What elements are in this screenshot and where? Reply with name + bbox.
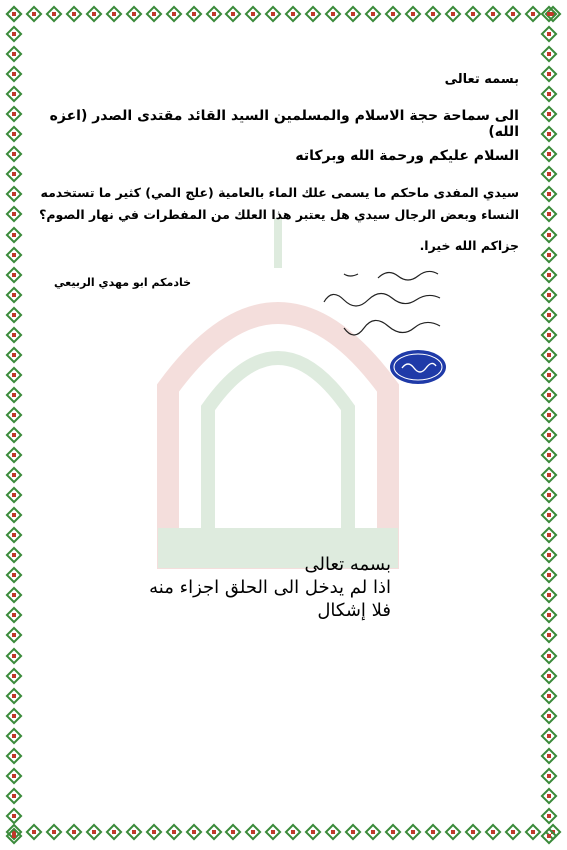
border-ornament bbox=[186, 6, 202, 22]
border-ornament bbox=[146, 6, 162, 22]
letter-page bbox=[28, 28, 539, 822]
answer-line-1: بسمه تعالى bbox=[304, 554, 391, 575]
border-ornament bbox=[541, 227, 557, 243]
border-ornament bbox=[465, 6, 481, 22]
border-ornament bbox=[541, 587, 557, 603]
border-ornament bbox=[6, 247, 22, 263]
border-ornament bbox=[26, 824, 42, 840]
border-ornament bbox=[541, 186, 557, 202]
border-ornament bbox=[186, 824, 202, 840]
border-ornament bbox=[525, 824, 541, 840]
blue-seal-stamp bbox=[388, 348, 448, 386]
border-ornament bbox=[106, 6, 122, 22]
border-ornament bbox=[6, 567, 22, 583]
border-ornament bbox=[6, 768, 22, 784]
border-ornament bbox=[541, 126, 557, 142]
border-ornament bbox=[345, 6, 361, 22]
border-ornament bbox=[541, 387, 557, 403]
border-ornament bbox=[26, 6, 42, 22]
border-ornament bbox=[6, 367, 22, 383]
border-ornament bbox=[66, 6, 82, 22]
letter-question bbox=[39, 182, 519, 226]
border-ornament bbox=[86, 824, 102, 840]
border-ornament bbox=[6, 347, 22, 363]
ornament-border-bottom bbox=[6, 824, 561, 844]
border-ornament bbox=[6, 527, 22, 543]
border-ornament bbox=[285, 824, 301, 840]
border-ornament bbox=[541, 427, 557, 443]
border-ornament bbox=[225, 6, 241, 22]
border-ornament bbox=[345, 824, 361, 840]
border-ornament bbox=[126, 6, 142, 22]
border-ornament bbox=[445, 824, 461, 840]
border-ornament bbox=[6, 126, 22, 142]
mosque-watermark-logo bbox=[128, 198, 428, 598]
border-ornament bbox=[541, 708, 557, 724]
border-ornament bbox=[265, 6, 281, 22]
border-ornament bbox=[86, 6, 102, 22]
answer-line-3: فلا إشكال bbox=[317, 600, 391, 621]
border-ornament bbox=[541, 768, 557, 784]
border-ornament bbox=[445, 6, 461, 22]
border-ornament bbox=[6, 648, 22, 664]
border-ornament bbox=[541, 86, 557, 102]
border-ornament bbox=[541, 527, 557, 543]
border-ornament bbox=[6, 327, 22, 343]
ornament-border-top bbox=[6, 6, 561, 26]
border-ornament bbox=[6, 287, 22, 303]
letter-basmala: بسمه تعالى bbox=[444, 72, 519, 87]
border-ornament bbox=[106, 824, 122, 840]
answer-line-2: اذا لم يدخل الى الحلق اجزاء منه bbox=[149, 577, 391, 598]
border-ornament bbox=[285, 6, 301, 22]
border-ornament bbox=[6, 587, 22, 603]
border-ornament bbox=[225, 824, 241, 840]
border-ornament bbox=[6, 748, 22, 764]
border-ornament bbox=[325, 824, 341, 840]
border-ornament bbox=[6, 427, 22, 443]
border-ornament bbox=[6, 607, 22, 623]
border-ornament bbox=[541, 728, 557, 744]
border-ornament bbox=[541, 648, 557, 664]
border-ornament bbox=[265, 824, 281, 840]
border-ornament bbox=[166, 824, 182, 840]
border-ornament bbox=[465, 824, 481, 840]
border-ornament bbox=[6, 668, 22, 684]
border-ornament bbox=[405, 824, 421, 840]
border-ornament bbox=[385, 824, 401, 840]
border-ornament bbox=[541, 627, 557, 643]
border-ornament bbox=[6, 547, 22, 563]
border-ornament bbox=[6, 146, 22, 162]
border-ornament bbox=[505, 6, 521, 22]
border-ornament bbox=[305, 6, 321, 22]
border-ornament bbox=[6, 688, 22, 704]
border-ornament bbox=[325, 6, 341, 22]
border-ornament bbox=[365, 6, 381, 22]
border-ornament bbox=[46, 824, 62, 840]
border-ornament bbox=[6, 186, 22, 202]
letter-signature: خادمكم ابو مهدي الربيعي bbox=[54, 276, 192, 289]
border-ornament bbox=[6, 387, 22, 403]
border-ornament bbox=[541, 287, 557, 303]
border-ornament bbox=[385, 6, 401, 22]
border-ornament bbox=[541, 507, 557, 523]
border-ornament bbox=[541, 66, 557, 82]
border-ornament bbox=[166, 6, 182, 22]
border-ornament bbox=[541, 307, 557, 323]
letter-thanks: جزاكم الله خيرا. bbox=[419, 238, 519, 253]
border-ornament bbox=[6, 307, 22, 323]
border-ornament bbox=[541, 607, 557, 623]
border-ornament bbox=[6, 227, 22, 243]
border-ornament bbox=[541, 166, 557, 182]
letter-addressee: الى سماحة حجة الاسلام والمسلمين السيد القائد مقتدى الصدر (اعزه الله) bbox=[49, 108, 519, 140]
border-ornament bbox=[541, 407, 557, 423]
border-ornament bbox=[6, 708, 22, 724]
border-ornament bbox=[6, 206, 22, 222]
border-ornament bbox=[541, 828, 557, 844]
border-ornament bbox=[6, 267, 22, 283]
border-ornament bbox=[126, 824, 142, 840]
border-ornament bbox=[541, 146, 557, 162]
border-ornament bbox=[541, 267, 557, 283]
border-ornament bbox=[541, 447, 557, 463]
border-ornament bbox=[541, 547, 557, 563]
question-line-1: سيدي المفدى ماحكم ما يسمى علك الماء بالعامية (علج المي) كثير ما تستخدمه bbox=[40, 185, 519, 200]
border-ornament bbox=[541, 668, 557, 684]
border-ornament bbox=[6, 507, 22, 523]
border-ornament bbox=[6, 728, 22, 744]
question-line-2: النساء وبعض الرجال سيدي هل يعتبر هذا العلك من المفطرات في نهار الصوم؟ bbox=[39, 207, 519, 222]
border-ornament bbox=[6, 166, 22, 182]
border-ornament bbox=[206, 824, 222, 840]
border-ornament bbox=[505, 824, 521, 840]
border-ornament bbox=[405, 6, 421, 22]
border-ornament bbox=[541, 367, 557, 383]
border-ornament bbox=[541, 688, 557, 704]
border-ornament bbox=[485, 6, 501, 22]
border-ornament bbox=[6, 447, 22, 463]
border-ornament bbox=[425, 824, 441, 840]
border-ornament bbox=[541, 46, 557, 62]
typed-answer bbox=[149, 553, 391, 622]
ornament-border-right bbox=[541, 6, 561, 844]
border-ornament bbox=[525, 6, 541, 22]
border-ornament bbox=[541, 26, 557, 42]
border-ornament bbox=[541, 327, 557, 343]
border-ornament bbox=[541, 808, 557, 824]
border-ornament bbox=[245, 6, 261, 22]
border-ornament bbox=[6, 26, 22, 42]
border-ornament bbox=[541, 487, 557, 503]
border-ornament bbox=[46, 6, 62, 22]
border-ornament bbox=[541, 788, 557, 804]
border-ornament bbox=[6, 66, 22, 82]
border-ornament bbox=[6, 487, 22, 503]
border-ornament bbox=[245, 824, 261, 840]
border-ornament bbox=[6, 788, 22, 804]
border-ornament bbox=[6, 467, 22, 483]
border-ornament bbox=[6, 86, 22, 102]
handwritten-answer-scribble bbox=[298, 264, 443, 354]
border-ornament bbox=[6, 627, 22, 643]
border-ornament bbox=[146, 824, 162, 840]
border-ornament bbox=[6, 106, 22, 122]
border-ornament bbox=[541, 6, 557, 22]
border-ornament bbox=[6, 808, 22, 824]
border-ornament bbox=[6, 6, 22, 22]
border-ornament bbox=[541, 347, 557, 363]
border-ornament bbox=[541, 106, 557, 122]
border-ornament bbox=[541, 467, 557, 483]
border-ornament bbox=[6, 407, 22, 423]
border-ornament bbox=[485, 824, 501, 840]
border-ornament bbox=[305, 824, 321, 840]
border-ornament bbox=[425, 6, 441, 22]
border-ornament bbox=[6, 828, 22, 844]
border-ornament bbox=[365, 824, 381, 840]
ornament-border-left bbox=[6, 6, 26, 844]
border-ornament bbox=[541, 206, 557, 222]
border-ornament bbox=[6, 46, 22, 62]
border-ornament bbox=[206, 6, 222, 22]
border-ornament bbox=[541, 567, 557, 583]
border-ornament bbox=[541, 748, 557, 764]
border-ornament bbox=[541, 247, 557, 263]
border-ornament bbox=[66, 824, 82, 840]
letter-greeting: السلام عليكم ورحمة الله وبركاته bbox=[295, 148, 519, 164]
